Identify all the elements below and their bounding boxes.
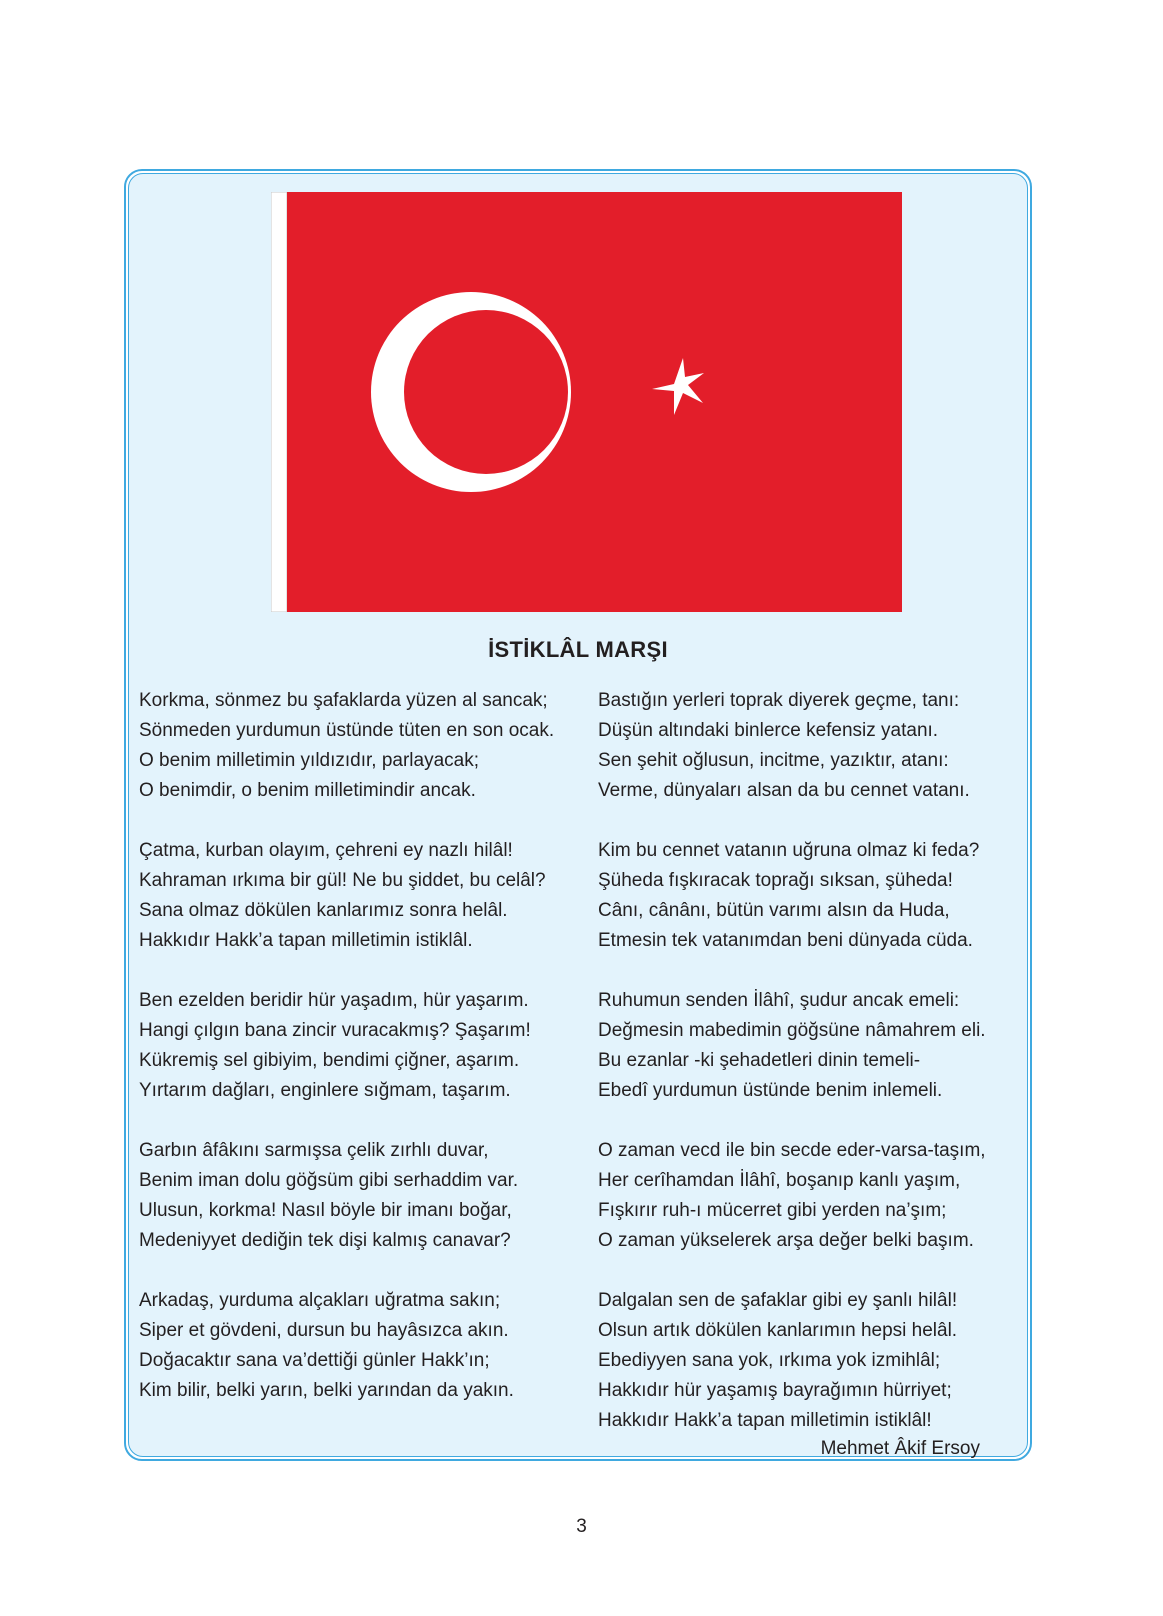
poem-line: Her cerîhamdan İlâhî, boşanıp kanlı yaşım, — [598, 1170, 961, 1191]
poem-author: Mehmet Âkif Ersoy — [820, 1438, 980, 1459]
poem-line: Bu ezanlar -ki şehadetleri dinin temeli- — [598, 1050, 921, 1071]
poem-title: İSTİKLÂL MARŞI — [488, 637, 668, 662]
stanza — [598, 686, 1018, 806]
poem-line: O zaman vecd ile bin secde eder-varsa-taşım, — [598, 1140, 986, 1161]
stanza — [139, 686, 579, 806]
poem-line: Olsun artık dökülen kanlarımın hepsi helâl. — [598, 1320, 958, 1341]
poem-line: Verme, dünyaları alsan da bu cennet vatanı. — [598, 780, 970, 801]
poem-line: Siper et gövdeni, dursun bu hayâsızca akın. — [139, 1320, 509, 1341]
poem-line: O zaman yükselerek arşa değer belki başım. — [598, 1230, 974, 1251]
poem-line: Ebediyyen sana yok, ırkıma yok izmihlâl; — [598, 1350, 941, 1371]
poem-line: Dalgalan sen de şafaklar gibi ey şanlı hilâl! — [598, 1290, 958, 1311]
poem-line: Benim iman dolu göğsüm gibi serhaddim var. — [139, 1170, 519, 1191]
poem-line: Değmesin mabedimin göğsüne nâmahrem eli. — [598, 1020, 986, 1041]
poem-line: Doğacaktır sana va’dettiği günler Hakk’ın; — [139, 1350, 490, 1371]
poem-line: Medeniyyet dediğin tek dişi kalmış canavar? — [139, 1230, 511, 1251]
page-number: 3 — [576, 1516, 587, 1537]
poem-line: Hangi çılgın bana zincir vuracakmış? Şaşarım! — [139, 1020, 531, 1041]
poem-line: Hakkıdır Hakk’a tapan milletimin istiklâl. — [139, 930, 473, 951]
poem-line: Bastığın yerleri toprak diyerek geçme, tanı: — [598, 690, 960, 711]
poem-line: Hakkıdır Hakk’a tapan milletimin istiklâl! — [598, 1410, 932, 1431]
poem-line: Sana olmaz dökülen kanlarımız sonra helâl. — [139, 900, 508, 921]
poem-line: Kahraman ırkıma bir gül! Ne bu şiddet, bu celâl? — [139, 870, 546, 891]
poem-line: Ruhumun senden İlâhî, şudur ancak emeli: — [598, 990, 960, 1011]
turkish-flag-image — [271, 192, 902, 612]
poem-line: Yırtarım dağları, enginlere sığmam, taşarım. — [139, 1080, 511, 1101]
poem-line: Ben ezelden beridir hür yaşadım, hür yaşarım. — [139, 990, 529, 1011]
poem-right-column — [598, 686, 1018, 1466]
poem-line: Sen şehit oğlusun, incitme, yazıktır, atanı: — [598, 750, 949, 771]
poem-line: Kim bu cennet vatanın uğruna olmaz ki feda? — [598, 840, 980, 861]
stanza — [598, 836, 1018, 956]
poem-line: Ebedî yurdumun üstünde benim inlemeli. — [598, 1080, 943, 1101]
poem-line: Çatma, kurban olayım, çehreni ey nazlı hilâl! — [139, 840, 513, 861]
poem-line: Korkma, sönmez bu şafaklarda yüzen al sancak; — [139, 690, 548, 711]
stanza — [139, 836, 579, 956]
poem-line: Hakkıdır hür yaşamış bayrağımın hürriyet; — [598, 1380, 952, 1401]
poem-line: Kükremiş sel gibiyim, bendimi çiğner, aşarım. — [139, 1050, 520, 1071]
poem-line: Arkadaş, yurduma alçakları uğratma sakın; — [139, 1290, 501, 1311]
poem-line: Kim bilir, belki yarın, belki yarından da yakın. — [139, 1380, 514, 1401]
crescent-icon — [371, 292, 571, 492]
flag-hoist-stripe — [271, 192, 287, 612]
poem-left-column — [139, 686, 579, 1436]
poem-line: Ulusun, korkma! Nasıl böyle bir imanı boğar, — [139, 1200, 512, 1221]
stanza — [139, 1286, 579, 1406]
poem-line: Cânı, cânânı, bütün varımı alsın da Huda, — [598, 900, 950, 921]
poem-line: Etmesin tek vatanımdan beni dünyada cüda. — [598, 930, 973, 951]
poem-line: Sönmeden yurdumun üstünde tüten en son ocak. — [139, 720, 555, 741]
poem-line: O benimdir, o benim milletimindir ancak. — [139, 780, 476, 801]
turkish-flag — [271, 192, 902, 612]
poem-line: Şüheda fışkıracak toprağı sıksan, şüheda! — [598, 870, 953, 891]
stanza — [139, 1136, 579, 1256]
poem-line: Düşün altındaki binlerce kefensiz yatanı. — [598, 720, 939, 741]
stanza — [598, 986, 1018, 1106]
poem-line: O benim milletimin yıldızıdır, parlayacak; — [139, 750, 480, 771]
stanza — [139, 986, 579, 1106]
poem-line: Fışkırır ruh-ı mücerret gibi yerden na’şım; — [598, 1200, 947, 1221]
poem-line: Garbın âfâkını sarmışsa çelik zırhlı duvar, — [139, 1140, 489, 1161]
stanza — [598, 1136, 1018, 1256]
stanza — [598, 1286, 1018, 1436]
